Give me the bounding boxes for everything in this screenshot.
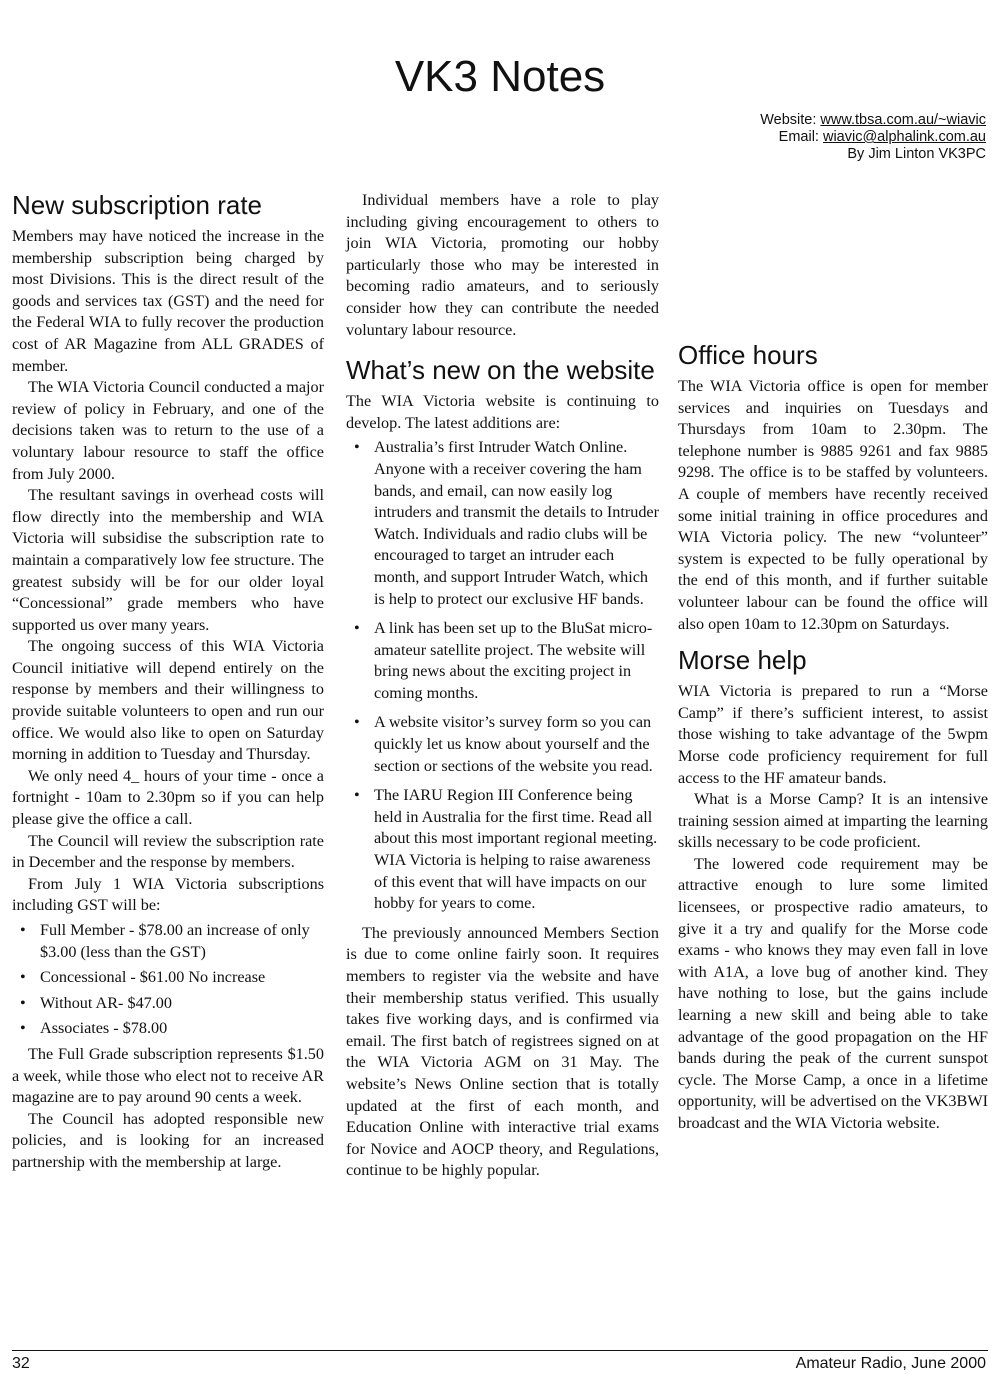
paragraph: The WIA Victoria website is continuing to develop. The latest additions are: xyxy=(346,392,659,432)
heading-subscription: New subscription rate xyxy=(12,190,262,220)
list-item: • A website visitor’s survey form so you can quickly let us know about yourself and the section or sections of the website you read. xyxy=(374,712,659,777)
rates-list xyxy=(12,920,324,1040)
heading-morse-help: Morse help xyxy=(678,645,807,676)
footer-rule xyxy=(12,1350,988,1351)
website-label: Website: xyxy=(760,112,817,128)
list-item: • Australia’s first Intruder Watch Online. Anyone with a receiver covering the ham bands, and email, can now easily log intruders and transmit the details to Intruder Watch. Individuals and radio clubs will be encouraged to target an intruder each month, and support Intruder Watch, which is help to protect our exclusive HF bands. xyxy=(374,437,659,610)
heading-website: What’s new on the website xyxy=(346,355,655,386)
paragraph: Individual members have a role to play including giving encouragement to others to join WIA Victoria, promoting our hobby particularly those who may be interested in becoming radio amateurs, and to seriously consider how they can contribute the needed voluntary labour resource. xyxy=(346,191,659,339)
list-item: • The IARU Region III Conference being held in Australia for the first time. Read all about this most important regional meeting. WIA Victoria is helping to raise awareness of this event that will have impacts on our hobby for years to come. xyxy=(374,785,659,915)
paragraph: WIA Victoria is prepared to run a “Morse Camp” if there’s sufficient interest, to assist those wishing to take advantage of the 5wpm Morse code proficiency requirement for full access to the HF amateur bands. xyxy=(678,682,988,787)
column-3 xyxy=(678,190,988,1135)
page-number: 32 xyxy=(12,1355,30,1372)
list-item: • Full Member - $78.00 an increase of only $3.00 (less than the GST) xyxy=(40,920,324,963)
paragraph: The WIA Victoria Council conducted a major review of policy in February, and one of the decisions taken was to return to the use of a voluntary labour resource to staff the office from July 2000. xyxy=(12,378,324,483)
website-link[interactable]: www.tbsa.com.au/~wiavic xyxy=(820,112,986,128)
paragraph: The resultant savings in overhead costs will flow directly into the membership and WIA Victoria will subsidise the subscription rate to maintain a comparatively low fee structure. The greatest subsidy will be for our older loyal “Concessional” grade members who have supported us over many years. xyxy=(12,486,324,634)
paragraph: From July 1 WIA Victoria subscriptions including GST will be: xyxy=(12,874,324,915)
email-line xyxy=(760,129,986,146)
website-updates-list xyxy=(346,437,659,914)
paragraph: The previously announced Members Section is due to come online fairly soon. It requires members to register via the website and have their membership status verified. This usually takes five working days, and is confirmed via email. The first batch of registrees signed on at the WIA Victoria AGM on 31 May. The website’s News Online section that is totally updated at the first of each month, and Education Online with interactive trial exams for Novice and AOCP theory, and Regulations, continue to be highly popular. xyxy=(346,923,659,1180)
list-item: • Concessional - $61.00 No increase xyxy=(40,967,324,989)
paragraph: The Full Grade subscription represents $1.50 a week, while those who elect not to receive AR magazine are to pay around 90 cents a week. xyxy=(12,1044,324,1107)
paragraph: The lowered code requirement may be attractive enough to lure some limited licensees, or prospective radio amateurs, to give it a try and qualify for the Morse code exams - who knows they may even fall in love with A1A, a love bug of another kind. They have nothing to lose, but the gains include learning a new skill and being able to take advantage of the good propagation on the HF bands during the peak of the current sunspot cycle. The Morse Camp, a once in a lifetime opportunity, will be advertised on the VK3BWI broadcast and the WIA Victoria website. xyxy=(678,854,988,1132)
list-item: • A link has been set up to the BluSat micro-amateur satellite project. The website will bring news about the exciting project in coming months. xyxy=(374,618,659,704)
publication-name: Amateur Radio, June 2000 xyxy=(795,1355,986,1372)
paragraph: The Council will review the subscription rate in December and the response by members. xyxy=(12,831,324,872)
byline: By Jim Linton VK3PC xyxy=(847,146,986,162)
email-label: Email: xyxy=(778,129,819,145)
paragraph: We only need 4_ hours of your time - once a fortnight - 10am to 2.30pm so if you can help please give the office a call. xyxy=(12,766,324,829)
column-2 xyxy=(346,190,659,1182)
paragraph: The ongoing success of this WIA Victoria Council initiative will depend entirely on the response by members and their willingness to provide suitable volunteers to open and run our office. We would also like to open on Saturday morning in addition to Tuesday and Thursday. xyxy=(12,637,324,764)
page-title: VK3 Notes xyxy=(394,52,606,101)
masthead xyxy=(760,112,986,163)
paragraph: The WIA Victoria office is open for member services and inquiries on Tuesdays and Thursdays from 10am to 2.30pm. The telephone number is 9885 9261 and fax 9885 9298. The office is to be staffed by volunteers. A couple of members have recently received some initial training in office procedures and WIA Victoria policy. The new “volunteer” system is expected to be fully operational by the end of this month, and if further suitable volunteer labour can be found the office will also open 10am to 12.30pm on Saturdays. xyxy=(678,377,988,633)
paragraph: Members may have noticed the increase in the membership subscription being charged by most Divisions. This is the direct result of the goods and services tax (GST) and the need for the Federal WIA to fully recover the production cost of AR Magazine from ALL GRADES of member. xyxy=(12,227,324,375)
column-1 xyxy=(12,186,324,1174)
heading-office-hours: Office hours xyxy=(678,340,818,370)
list-item: • Associates - $78.00 xyxy=(40,1018,324,1040)
list-item: • Without AR- $47.00 xyxy=(40,993,324,1015)
paragraph: What is a Morse Camp? It is an intensive training session aimed at imparting the learning skills necessary to be code proficient. xyxy=(678,790,988,852)
email-link[interactable]: wiavic@alphalink.com.au xyxy=(822,129,986,145)
paragraph: The Council has adopted responsible new policies, and is looking for an increased partnership with the membership at large. xyxy=(12,1109,324,1171)
website-line xyxy=(760,112,986,129)
